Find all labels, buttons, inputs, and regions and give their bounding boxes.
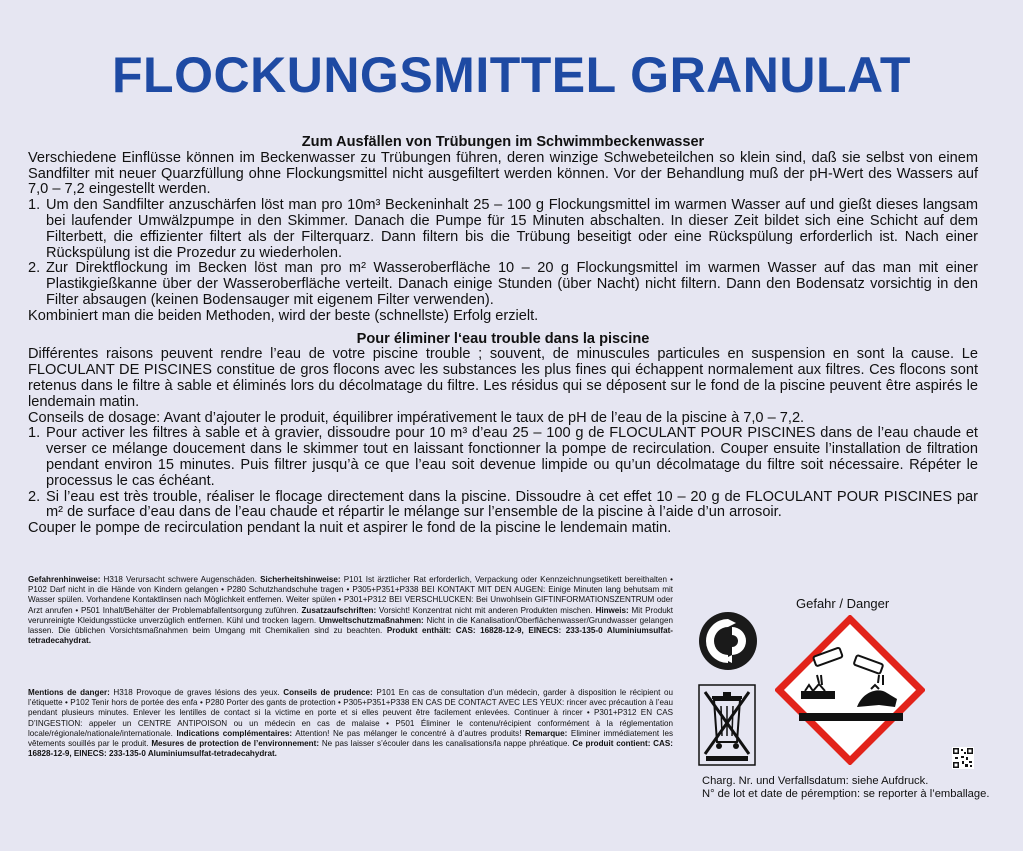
step-number: 2. (28, 488, 41, 505)
product-title: FLOCKUNGSMITTEL GRANULAT (112, 47, 911, 103)
de-step-1 (28, 198, 978, 261)
warn-bold: Sicherheitshinweise: (260, 575, 341, 584)
de-intro: Verschiedene Einflüsse können im Beckenwasser zu Trübungen führen, deren winzige Schwebeteilchen so klein sind, daß sie selbst von einem Sandfilter mit neuer Quarzfüllung ohne Flockungsmittel nicht ausgefiltert werden können. Vor der Behandlung muß der pH-Wert des Wassers auf 7,0 – 7,2 eingestellt werden. (28, 149, 978, 198)
batch-fr: N° de lot et date de péremption: se reporter à l’emballage. (702, 788, 990, 801)
step-number: 1. (28, 197, 41, 214)
warn-bold: Zusatzaufschriften: (301, 605, 377, 615)
fr-closing: Couper le pompe de recirculation pendant la nuit et aspirer le fond de la piscine le lendemain matin. (28, 520, 672, 537)
qr-code (952, 747, 974, 769)
warn-text: Eliminer immédiatement les vêtements souillés par le produit. (28, 728, 674, 749)
signal-word: Gefahr / Danger (796, 596, 890, 611)
de-closing: Kombiniert man die beiden Methoden, wird der beste (schnellste) Erfolg erzielt. (28, 307, 539, 324)
batch-de: Charg. Nr. und Verfallsdatum: siehe Aufdruck. (702, 775, 929, 787)
instructions-block (28, 135, 978, 537)
warn-text: Mit Produkt verunreinigte Kleidungsstücke unverzüglich entfernen. Kühl und trocken lagern. (28, 605, 673, 625)
warn-text: P101 En cas de consultation d’un médecin, garder à disposition le récipient ou l’étiquette • P102 Tenir hors de portée des enfa • P280 Porter des gants de protection • P305+P351+P338 EN CAS DE CONTACT AVEC LES YEUX: rincer avec précaution à l’eau pendant plusieurs minutes. Enlever les lentilles de contact si la victime en porte et si elles peuvent être facilement enlevées. Continuer à rincer • P301+P312 EN CAS D’INGESTION: appeler un CENTRE ANTIPOISON ou un médecin en cas de malaise • P501 Éliminer le contenu/récipient conformément à la réglementation locale/régionale/nationale/internationale. (28, 688, 673, 738)
warn-text: Ne pas laisser s’écouler dans les canalisations/la nappe phréatique. (319, 739, 573, 749)
de-step-2 (28, 261, 978, 308)
warn-text: Attention! Ne pas mélanger le concentré à d’autres produits! (292, 728, 526, 738)
step-text: Si l’eau est très trouble, réaliser le flocage directement dans la piscine. Dissoudre à cet effet 10 – 20 g de FLOCULANT POUR PISCINES par m² de surface d’eau dans de l’eau chaude et répartir le mélange sur l’ensemble de la piscine à l’aide d’un arrosoir. (46, 488, 978, 521)
warn-bold: Ce produit contient: CAS: 16828-12-9, EINECS: 233-135-0 Aluminiumsulfat-tetradecahydrat. (28, 739, 673, 759)
fr-heading: Pour éliminer l‘eau trouble dans la piscine (356, 330, 650, 347)
weee-crossed-bin-icon (698, 684, 756, 766)
warn-text: Nicht in die Kanalisation/Oberflächenwasser/Grundwasser gelangen lassen. Die üblichen Vorsichtsmaßnahmen beim Umgang mit Chemikalien sind zu beachten. (28, 615, 673, 636)
hazard-statements-fr (28, 688, 673, 759)
warn-bold: Conseils de prudence: (283, 688, 373, 697)
warn-text: H318 Provoque de graves lésions des yeux. (109, 688, 284, 697)
ghs05-corrosive-icon (775, 615, 925, 765)
step-text: Um den Sandfilter anzuschärfen löst man pro 10m³ Beckeninhalt 25 – 100 g Flockungsmittel im warmen Wasser auf und gießt dieses langsam bei laufender Umwälzpumpe in den Skimmer. Danach die Pumpe für 15 Minuten abschalten. In dieser Zeit bildet sich eine Schicht auf dem Filterbett, die effizienter filtert als der Filterquarz. Dann filtern bis die Trübung beseitigt oder eine Rückspülung erforderlich ist. Nach einer Rückspülung ist die Prozedur zu wiederholen. (46, 197, 978, 261)
warn-bold: Hinweis: (595, 605, 629, 615)
de-heading: Zum Ausfällen von Trübungen im Schwimmbeckenwasser (301, 134, 705, 150)
step-number: 1. (28, 425, 41, 442)
warn-bold: Mesures de protection de l’environnement: (151, 739, 320, 749)
warn-bold: Mentions de danger: (28, 688, 110, 697)
green-dot-recycling-icon (698, 611, 758, 671)
warn-text: H318 Verursacht schwere Augenschäden. (100, 575, 261, 584)
warn-text: Vorsicht! Konzentrat nicht mit anderen Produkten mischen. (376, 605, 596, 615)
warn-bold: Indications complémentaires: (176, 728, 293, 738)
step-text: Zur Direktflockung im Becken löst man pro m² Wasseroberfläche 10 – 20 g Flockungsmittel im warmen Wasser auf das man mit einer Plastikgießkanne über der Wasseroberfläche verteilt. Danach einige Stunden (über Nacht) nicht filtern. Dann den Bodensatz vorsichtig in den Filter absaugen (keinen Bodensauger mit eigenem Filter verwenden). (46, 260, 978, 308)
step-number: 2. (28, 260, 41, 277)
warn-bold: Umweltschutzmaßnahmen: (318, 615, 424, 625)
fr-dosage: Conseils de dosage: Avant d’ajouter le produit, équilibrer impérativement le taux de pH de l’eau de la piscine à 7,0 – 7,2. (28, 409, 805, 426)
hazard-statements-de (28, 575, 673, 646)
warn-bold: Remarque: (525, 728, 568, 738)
warn-bold: Gefahrenhinweise: (28, 575, 101, 584)
step-text: Pour activer les filtres à sable et à gravier, dissoudre pour 10 m³ d’eau 25 – 100 g de FLOCULANT POUR PISCINES dans de l’eau chaude et verser ce mélange doucement dans le skimmer tout en laissant fonctionner la pompe de recirculation. Couper ensuite l’installation de filtration pendant environ 15 minutes. Puis filtrer jusqu’à ce que l’eau soit devenue limpide ou qu’un décolmatage du filtre soit nécessaire. Répéter le processus le cas échéant. (46, 425, 978, 489)
batch-info (702, 775, 1002, 801)
fr-step-1 (28, 426, 978, 489)
fr-step-2 (28, 490, 978, 522)
warn-bold: Produkt enthält: CAS: 16828-12-9, EINECS: 233-135-0 Aluminiumsulfat-tetradecahydrat. (28, 626, 673, 646)
warn-text: P101 Ist ärztlicher Rat erforderlich, Verpackung oder Kennzeichnungsetikett bereithalten • P102 Darf nicht in die Hände von Kindern gelangen • P280 Schutzhandschuhe tragen • P305+P351+P338 BEI KONTAKT MIT DEN AUGEN: Einige Minuten lang behutsam mit Wasser spülen. Vorhandene Kontaktlinsen nach Möglichkeit entfernen. Weiter spülen • P301+P312 BEI VERSCHLUCKEN: Bei Unwohlsein GIFTINFORMATIONSZENTRUM oder Arzt anrufen • P501 Inhalt/Behälter der Problemabfallentsorgung zuführen. (28, 575, 673, 615)
fr-intro: Différentes raisons peuvent rendre l’eau de votre piscine trouble ; souvent, de minuscules particules en suspension en sont la cause. Le FLOCULANT DE PISCINES constitue de gros flocons avec les substances les plus fines qui échappent normalement aux filtres. Ces flocons sont retenus dans le filtre à sable et éliminés lors du décolmatage du filtre. Les résidus qui se déposent sur le fond de la piscine peuvent être aspirés le lendemain matin. (28, 346, 978, 410)
